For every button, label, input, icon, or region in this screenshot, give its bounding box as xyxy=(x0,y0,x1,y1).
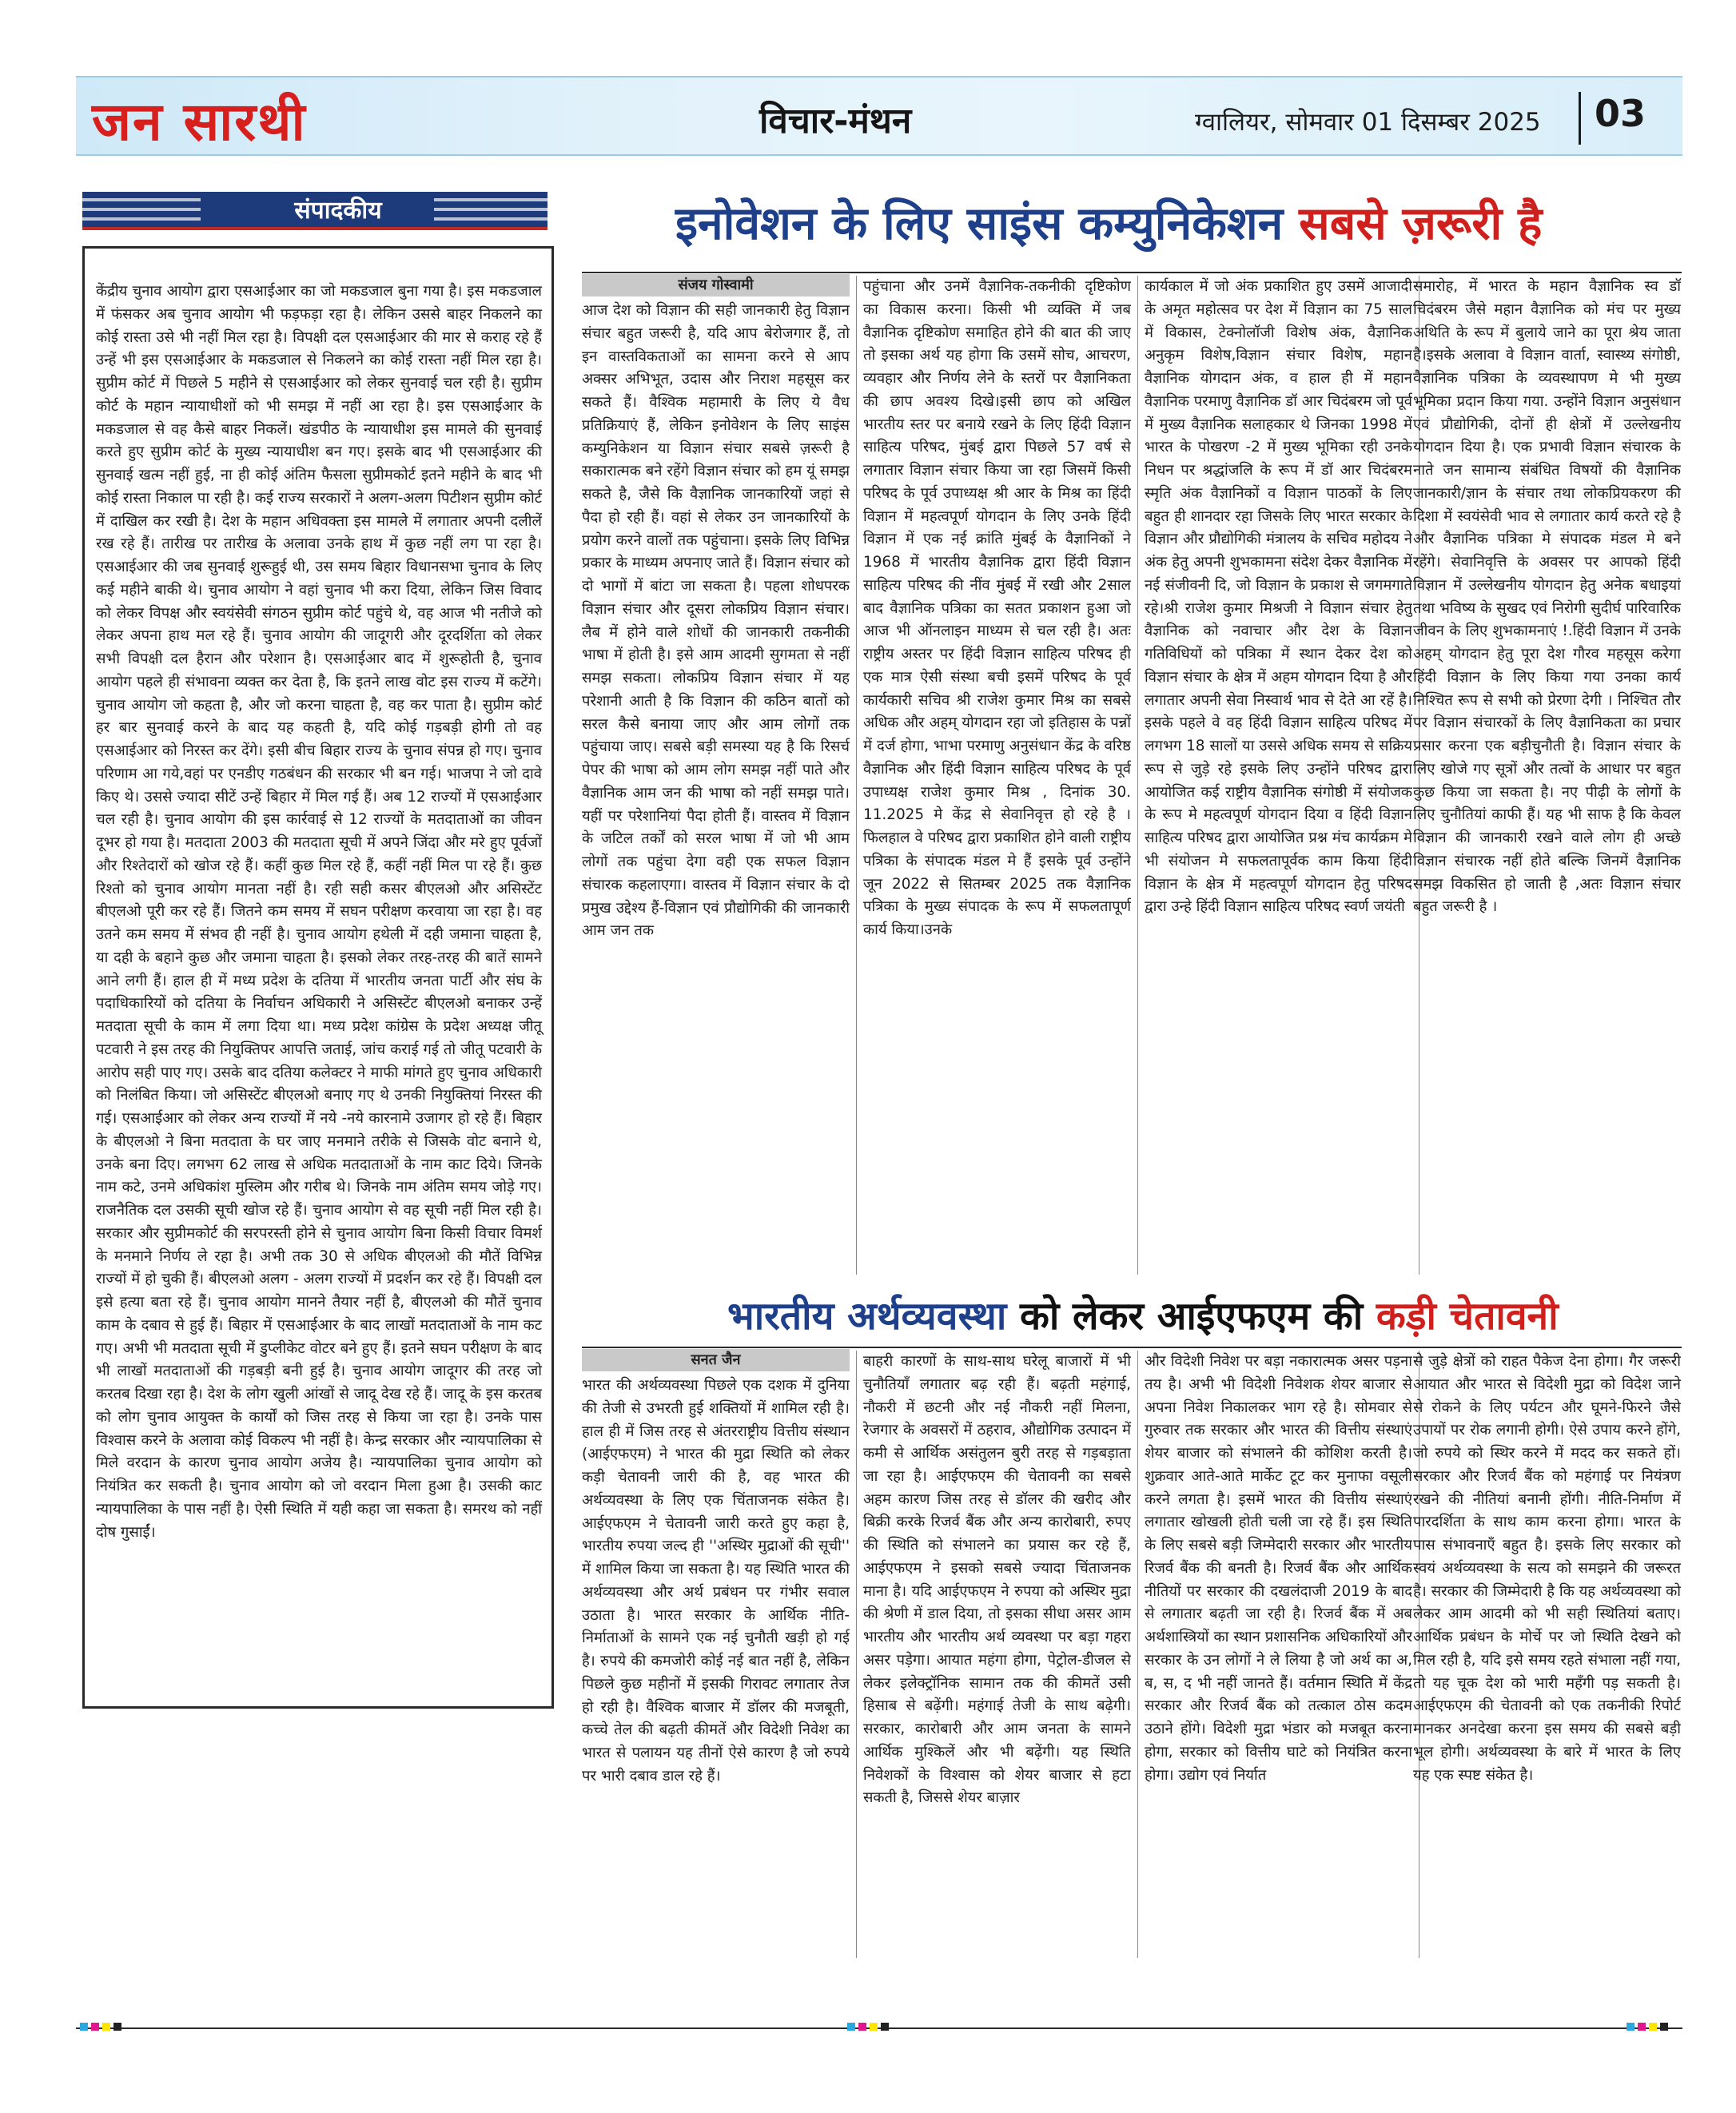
label-stripe xyxy=(429,198,547,201)
article2-top-rule xyxy=(582,1347,1682,1348)
article1-headline xyxy=(675,192,1666,256)
article2-headline xyxy=(727,1288,1686,1344)
label-stripe xyxy=(82,198,201,201)
editorial-body: केंद्रीय चुनाव आयोग द्वारा एसआईआर का जो मकडजाल बुना गया है। इस मकडजाल में फंसकर अब चुनाव आयोग भी फड़फड़ा रहा है। लेकिन उससे बाहर निकलने का कोई रास्ता उसे भी नहीं मिल रहा है। विपक्षी दल एसआईआर की मार से कराह रहे हैं उन्हें भी इस एसआईआर के मकडजाल से निकलने का कोई रास्ता नहीं मिल रहा है। सुप्रीम कोर्ट में पिछले 5 महीने से एसआईआर को लेकर सुनवाई चल रही है। सुप्रीम कोर्ट के महान न्यायाधीशों को भी समझ में नहीं आ रहा है। इस एसआईआर के मकडजाल से वह कैसे बाहर निकलें। खंडपीठ के न्यायाधीश इस मामले की सुनवाई करते हुए सुप्रीम कोर्ट के मुख्य न्यायाधीश बन गए। इसके बाद भी एसआईआर की सुनवाई खत्म नहीं हुई, ना ही कोई अंतिम फैसला सुप्रीमकोर्ट इतने महीने के बाद भी कोई रास्ता निकाल पा रही है। कई राज्य सरकारों ने अलग-अलग पिटीशन सुप्रीम कोर्ट में दाखिल कर रखी है। देश के महान अधिवक्ता इस मामले में लगातार अपनी दलीलें रख रहे हैं। तारीख पर तारीख के अलावा उनके हाथ में कुछ नहीं लग पा रहा है। एसआईआर की जब सुनवाई शुरूहुई थी, उस समय बिहार विधानसभा चुनाव के लिए कई महीने बाकी थे। चुनाव आयोग ने वहां चुनाव भी करा दिया, लेकिन जिस विवाद को लेकर विपक्ष और स्वयंसेवी संगठन सुप्रीम कोर्ट पहुंचे थे, वह आज भी नतीजे को लेकर अपना हाथ मल रहे हैं। चुनाव आयोग की जादूगरी और दूरदर्शिता को लेकर सभी विपक्षी दल हैरान और परेशान है। एसआईआर बाद में शुरूहोती है, चुनाव आयोग पहले ही संभावना व्यक्त कर देता है, कि इतने लाख वोट इस राज्य में कटेंगे। चुनाव आयोग जो कहता है, और जो करना चाहता है, वह कर पाता है। सुप्रीम कोर्ट हर बार सुनवाई करने के बाद यह कहती है, यदि कोई गड़बड़ी होगी तो वह एसआईआर को निरस्त कर देंगे। इसी बीच बिहार राज्य के चुनाव संपन्न हो गए। चुनाव परिणाम आ गये,वहां पर एनडीए गठबंधन की सरकार भी बन गई। भाजपा ने जो दावे किए थे। उससे ज्यादा सीटें उन्हें बिहार में मिल गई हैं। अब 12 राज्यों में एसआईआर चल रही है। चुनाव आयोग की इस कार्रवाई से 12 राज्यों के मतदाताओं का जीवन दूभर हो गया है। मतदाता 2003 की मतदाता सूची में अपने जिंदा और मरे हुए पूर्वजों और रिश्तेदारों को खोज रहे हैं। कहीं कुछ मिल रहे हैं, कहीं नहीं मिल पा रहे हैं। कुछ रिश्तो को चुनाव आयोग मानता नहीं है। रही सही कसर बीएलओ और असिस्टेंट बीएलओ पूरी कर रहे हैं। जितने कम समय में सघन परीक्षण करवाया जा रहा है। वह उतने कम समय में संभव ही नहीं है। चुनाव आयोग हथेली में दही जमाना चाहता है, या दही के बहाने कुछ और जमाना चाहता है। इसको लेकर तरह-तरह की बातें सामने आने लगी हैं। हाल ही में मध्य प्रदेश के दतिया में भारतीय जनता पार्टी और संघ के पदाधिकारियों को दतिया के निर्वाचन अधिकारी ने असिस्टेंट बीएलओ बनाकर उन्हें मतदाता सूची के काम में लगा दिया था। मध्य प्रदेश कांग्रेस के प्रदेश अध्यक्ष जीतू पटवारी ने इस तरह की नियुक्तिपर आपत्ति जताई, जांच कराई गई तो जीतू पटवारी के आरोप सही पाए गए। उसके बाद दतिया कलेक्टर ने माफी मांगते हुए चुनाव अधिकारी को निलंबित किया। जो असिस्टेंट बीएलओ बनाए गए थे उनकी नियुक्तियां निरस्त की गई। एसआईआर को लेकर अन्य राज्यों में नये -नये कारनामे उजागर हो रहे हैं। बिहार के बीएलओ ने बिना मतदाता के घर जाए मनमाने तरीके से जिसके वोट बनाने थे, उनके बना दिए। लगभग 62 लाख से अधिक मतदाताओं के नाम काट दिये। जिनके नाम कटे, उनमे अधिकांश मुस्लिम और गरीब थे। जिनके नाम अंतिम समय जोड़े गए। राजनैतिक दल उसकी सूची खोज रहे हैं। चुनाव आयोग से वह सूची नहीं मिल रही है। सरकार और सुप्रीमकोर्ट की सरपरस्ती होने से चुनाव आयोग बिना किसी विचार विमर्श के मनमाने निर्णय ले रहा है। अभी तक 30 से अधिक बीएलओ की मौतें विभिन्न राज्यों में हो चुकी हैं। बीएलओ अलग - अलग राज्यों में प्रदर्शन कर रहे हैं। विपक्षी दल इसे हत्या बता रहे हैं। चुनाव आयोग मानने तैयार नहीं है, बीएलओ की मौतें चुनाव काम के दबाव से हुई हैं। बिहार में एसआईआर के बाद लाखों मतदाताओं के नाम कट गए। अभी भी मतदाता सूची में डुप्लीकेट वोटर बने हुए हैं। इतने सघन परीक्षण के बाद भी लाखों मतदाताओं की गड़बड़ी बनी हुई है। चुनाव आयोग जादूगर की तरह जो करतब दिखा रहा है। देश के लोग खुली आंखों से जादू देख रहे हैं। जादू के इस करतब को लोग चुनाव आयुक्त के कार्यों को जिस तरह से किया जा रहा है। उनके पास विश्वास करने के अलावा कोई विकल्प भी नहीं है। केन्द्र सरकार और न्यायपालिका से मिले वरदान के कारण चुनाव आयोग अजेय है। न्यायपालिका चुनाव आयोग को नियंत्रित कर सकती है। चुनाव आयोग को जो वरदान मिला हुआ है। उसकी काट न्यायपालिका के पास नहीं है। ऐसी स्थिति में यही कहा जा सकता है। समरथ को नहीं दोष गुसाईं। xyxy=(96,283,542,1541)
article1-headline-part2: सबसे ज़रूरी है xyxy=(1299,197,1543,250)
column-divider xyxy=(1137,276,1138,1275)
masthead-divider xyxy=(1579,92,1581,145)
article1-byline: संजय गोस्वामी xyxy=(582,274,850,296)
column-divider xyxy=(1137,1351,1138,1958)
column-divider xyxy=(856,276,857,1275)
editorial-label xyxy=(82,192,547,230)
section-title: विचार-मंथन xyxy=(759,101,912,141)
registration-mark xyxy=(847,2023,903,2032)
article1-column-4: समारोह, में भारत के महान वैज्ञानिक स्व डॉ चिदंबरम जैसे महान वैज्ञानिक को मंच पर मुख्य अथिति के रूप में बुलाये जाने का पूरा श्रेय जाता है।इसके अलावा वे विज्ञान वार्ता, स्वास्थ्य संगोष्ठी, वैज्ञानिक पत्रिका के व्यवस्थापण मे भी मुख्य भूमिका प्रदान किया गया. उन्होंने विज्ञान अनुसंधान एवं प्रौद्योगिकी, दोनों ही क्षेत्रों में उल्लेखनीय योगदान दिया है। एक प्रभावी विज्ञान संचारक के नाते जन सामान्य संबंधित विषयों की वैज्ञानिक जानकारी/ज्ञान के संचार तथा लोकप्रियकरण की दिशा में स्वयंसेवी भाव से लगातार कार्य करते रहे है और वैज्ञानिक पत्रिका मे संपादक मंडल मे बने रहेंगे। सेवानिवृत्ति के अवसर पर आपको हिंदी विज्ञान में उल्लेखनीय योगदान हेतु अनेक बधाइयां तथा भविष्य के सुखद एवं निरोगी सुदीर्घ पारिवारिक जीवन के लिए शुभकामनाएं !.हिंदी विज्ञान में उनके अहम् योगदान हेतु पूरा देश गौरव महसूस करेगा हिंदी विज्ञान के लिए किया गया उनका कार्य निश्चित रूप से सभी को प्रेरणा देगी । निश्चित तौर पर विज्ञान संचारकों के लिए वैज्ञानिकता का प्रचार प्रसार करना एक बड़ीचुनौती है। विज्ञान संचार के लिए खोजे गए सूत्रों और तत्वों के आधार पर बहुत कुछ किया जा सकता है। नए पीढ़ी के लोगों के लिए चुनौतियां काफी हैं। यह भी साफ है कि केवल विज्ञान की जानकारी रखने वाले लोग ही अच्छे विज्ञान संचारक नहीं होते बल्कि जिनमें वैज्ञानिक समझ विकसित हो जाती है ,अतः विज्ञान संचार बहुत जरूरी है । xyxy=(1413,278,1681,916)
article2-headline-part2: को लेकर आईएफएम की xyxy=(1019,1294,1364,1339)
label-stripe xyxy=(429,208,547,211)
article1-column-2: पहुंचाना और उनमें वैज्ञानिक-तकनीकी दृष्टिकोण का विकास करना। किसी भी व्यक्ति में जब वैज्ञानिक दृष्टिकोण समाहित होने की बात की जाए तो इसका अर्थ यह होगा कि उसमें सोच, आचरण, व्यवहार और निर्णय लेने के स्तरों पर वैज्ञानिकता की छाप अवश्य दिखे।इसी छाप को अखिल भारतीय स्तर पर बनाये रखने के लिए हिंदी विज्ञान साहित्य परिषद, मुंबई द्वारा पिछले 57 वर्ष से लगातार विज्ञान संचार किया जा रहा जिसमें किसी परिषद के पूर्व उपाध्यक्ष श्री आर के मिश्र का हिंदी विज्ञान में महत्वपूर्ण योगदान के लिए उनके हिंदी विज्ञान में एक नई क्रांति मुंबई के वैज्ञानिकों ने 1968 में भारतीय वैज्ञानिक द्वारा हिंदी विज्ञान साहित्य परिषद की नींव मुंबई में रखी और 2साल बाद वैज्ञानिक पत्रिका का सतत प्रकाशन हुआ जो आज भी ऑनलाइन माध्यम से चल रही है। अतः राष्ट्रीय अस्तर पर हिंदी विज्ञान साहित्य परिषद ही एक मात्र ऐसी संस्था बची इसमें परिषद के पूर्व कार्यकारी सचिव श्री राजेश कुमार मिश्र का सबसे अधिक और अहम् योगदान रहा जो इतिहास के पन्नों में दर्ज होगा, भाभा परमाणु अनुसंधान केंद्र के वरिष्ठ वैज्ञानिक और हिंदी विज्ञान साहित्य परिषद के पूर्व उपाध्यक्ष राजेश कुमार मिश्र , दिनांक 30. 11.2025 मे केंद्र से सेवानिवृत्त हो रहे है । फिलहाल वे परिषद द्वारा प्रकाशित होने वाली राष्ट्रीय पत्रिका के संपादक मंडल मे हैं इसके पूर्व उन्होंने जून 2022 से सितम्बर 2025 तक वैज्ञानिक पत्रिका के मुख्य संपादक के रूप में सफलतापूर्ण कार्य किया।उनके xyxy=(863,278,1131,938)
registration-mark xyxy=(80,2023,136,2032)
label-stripe xyxy=(82,208,201,211)
label-stripe xyxy=(429,217,547,221)
newspaper-name: जन सारथी xyxy=(92,90,307,153)
column-divider xyxy=(856,1351,857,1958)
masthead xyxy=(76,76,1682,156)
dateline: ग्वालियर, सोमवार 01 दिसम्बर 2025 xyxy=(1195,108,1541,137)
article2-column-1: भारत की अर्थव्यवस्था पिछले एक दशक में दुनिया की तेजी से उभरती हुई शक्तियों में शामिल रही है। हाल ही में जिस तरह से अंतरराष्ट्रीय वित्तीय संस्थान (आईएफएम) ने भारत की मुद्रा स्थिति को लेकर कड़ी चेतावनी जारी की है, वह भारत की अर्थव्यवस्था के लिए एक चिंताजनक संकेत है। आईएफएम ने चेतावनी जारी करते हुए कहा है, भारतीय रुपया जल्द ही ''अस्थिर मुद्राओं की सूची'' में शामिल किया जा सकता है। यह स्थिति भारत की अर्थव्यवस्था और अर्थ प्रबंधन पर गंभीर सवाल उठाता है। भारत सरकार के आर्थिक नीति-निर्माताओं के सामने एक नई चुनौती खड़ी हो गई है। रुपये की कमजोरी कोई नई बात नहीं है, लेकिन पिछले कुछ महीनों में इसकी गिरावट लगातार तेज हो रही है। वैश्विक बाजार में डॉलर की मजबूती, कच्चे तेल की बढ़ती कीमतें और विदेशी निवेश का भारत से पलायन यह तीनों ऐसे कारण है जो रुपये पर भारी दबाव डाल रहे हैं। xyxy=(582,1377,850,1785)
article1-top-rule xyxy=(582,272,1682,273)
article2-headline-part3: कड़ी चेतावनी xyxy=(1376,1294,1559,1339)
article1-headline-part1: इनोवेशन के लिए साइंस कम्युनिकेशन xyxy=(675,197,1284,250)
label-stripe xyxy=(82,217,201,221)
article1-column-1: आज देश को विज्ञान की सही जानकारी हेतु विज्ञान संचार बहुत जरूरी है, यदि आप बेरोजगार हैं, तो इन वास्तविकताओं का सामना करने से आप अक्सर अभिभूत, उदास और निराश महसूस कर सकते हैं। वैश्विक महामारी के लिए ये वैध प्रतिक्रियाएं हैं, लेकिन इनोवेशन के लिए साइंस कम्युनिकेशन या विज्ञान संचार सबसे ज़रूरी है सकारात्मक बने रहेंगे विज्ञान संचार को हम यूं समझ सकते है, जैसे कि वैज्ञानिक जानकारियों जहां से पैदा हो रही हैं। वहां से लेकर उन जानकारियों के प्रयोग करने वालों तक पहुंचाना। इसके लिए विभिन्न प्रकार के माध्यम अपनाए जाते हैं। विज्ञान संचार को दो भागों में बांटा जा सकता है। पहला शोधपरक विज्ञान संचार और दूसरा लोकप्रिय विज्ञान संचार। लैब में होने वाले शोधों की जानकारी तकनीकी भाषा में होती है। इसे आम आदमी सुगमता से नहीं समझ सकता। लोकप्रिय विज्ञान संचार में यह परेशानी आती है कि विज्ञान की कठिन बातों को सरल कैसे बनाया जाए और आम लोगों तक पहुंचाया जाए। सबसे बड़ी समस्या यह है कि रिसर्च पेपर की भाषा को आम लोग समझ नहीं पाते और वैज्ञानिक आम जन की भाषा को नहीं समझ पाते। यहीं पर परेशानियां पैदा होती हैं। वास्तव में विज्ञान के जटिल तर्कों को सरल भाषा में जो भी आम लोगों तक पहुंचा देगा वही एक सफल विज्ञान संचारक कहलाएगा। वास्तव में विज्ञान संचार के दो प्रमुख उद्देश्य हैं-विज्ञान एवं प्रौद्योगिकी की जानकारी आम जन तक xyxy=(582,302,850,940)
article2-column-4: से जुड़े क्षेत्रों को राहत पैकेज देना होगा। गैर जरूरी आयात और भारत से विदेशी मुद्रा को विदेश जाने से रोकने के लिए पर्यटन और घूमने-फिरने जैसे उपायों पर रोक लगानी होगी। ऐसे उपाय करने होंगे, जो रुपये को स्थिर करने में मदद कर सकते हों। सरकार और रिजर्व बैंक को महंगाई पर नियंत्रण रखने की नीतियां बनानी होंगी। नीति-निर्माण में पारदर्शिता के साथ काम करना होगा। भारत के पास संभावनाएँ बहुत है। इसके लिए सरकार को स्वयं अर्थव्यवस्था के सत्य को समझने की जरूरत है। सरकार की जिम्मेदारी है कि यह अर्थव्यवस्था को लेकर आम आदमी को भी सही स्थितियां बताए। आर्थिक प्रबंधन के मोर्चे पर जो स्थिति देखने को मिल रही है, यदि इसे समय रहते संभाला नहीं गया, तो यह चूक देश को भारी महँगी पड़ सकती है। आईएफएम की चेतावनी को एक तकनीकी रिपोर्ट मानकर अनदेखा करना इस समय की सबसे बड़ी भूल होगी। अर्थव्यवस्था के बारे में भारत के लिए यह एक स्पष्ट संकेत है। xyxy=(1413,1353,1681,1784)
registration-mark xyxy=(1627,2023,1682,2032)
article2-headline-part1: भारतीय अर्थव्यवस्था xyxy=(727,1294,1007,1339)
article1-column-3: कार्यकाल में जो अंक प्रकाशित हुए उसमें आजादी के अमृत महोत्सव पर देश में विज्ञान का 75 साल में विकास, टेक्नोलॉजी विशेष अंक, वैज्ञानिक अनुकृम विशेष,विज्ञान संचार विशेष, महान वैज्ञानिक योगदान अंक, व हाल ही में महान वैज्ञानिक परमाणु वैज्ञानिक डॉ आर चिदंबरम जो पूर्व में मुख्य वैज्ञानिक सलाहकार थे जिनका 1998 में भारत के पोखरण -2 में मुख्य भूमिका रही उनके निधन पर श्रद्धांजलि के रूप में डॉ आर चिदंबरम स्मृति अंक वैज्ञानिकों व विज्ञान पाठकों के लिए बहुत ही शानदार रहा जिसके लिए भारत सरकार के विज्ञान और प्रौद्योगिकी मंत्रालय के सचिव महोदय ने अंक हेतु अपनी शुभकामना संदेश देकर वैज्ञानिक में नई संजीवनी दि, जो विज्ञान के प्रकाश से जगमगाते रहे।श्री राजेश कुमार मिश्रजी ने विज्ञान संचार हेतु वैज्ञानिक को नवाचार और देश के विज्ञान गतिविधियों को पत्रिका में स्थान देकर देश को विज्ञान संचार के क्षेत्र में अहम योगदान दिया है और लगातार अपनी सेवा निस्वार्थ भाव से देते आ रहें है।इसके पहले वे वह हिंदी विज्ञान साहित्य परिषद में लगभग 18 सालों या उससे अधिक समय से सक्रिय रूप से जुड़े रहे इसके लिए उन्होंने परिषद द्वारा आयोजित कई राष्ट्रीय वैज्ञानिक संगोष्ठी में संयोजक के रूप मे महत्वपूर्ण योगदान दिया व हिंदी विज्ञान साहित्य परिषद द्वारा आयोजित प्रश्न मंच कार्यक्रम मे भी संयोजन मे सफलतापूर्वक काम किया हिंदी विज्ञान के क्षेत्र में महत्वपूर्ण योगदान हेतु परिषद द्वारा उन्हे हिंदी विज्ञान साहित्य परिषद स्वर्ण जयंती xyxy=(1145,278,1412,916)
editorial-box xyxy=(82,246,554,1709)
article2-column-3: और विदेशी निवेश पर बड़ा नकारात्मक असर पड़ना तय है। अभी भी विदेशी निवेशक शेयर बाजार से अपना निवेश निकालकर भाग रहे है। सोमवार से गुरुवार तक सरकार और भारत की वित्तीय संस्थाएं शेयर बाजार को संभालने की कोशिश करती है। शुक्रवार आते-आते मार्केट टूट कर मुनाफा वसूली करने लगता है। इसमें भारत की वित्तीय संस्थाएं लगातार खोखली होती चली जा रहे हैं। इस स्थिति के लिए सबसे बड़ी जिम्मेदारी सरकार और भारतीय रिजर्व बैंक की बनती है। रिजर्व बैंक और आर्थिक नीतियों पर सरकार की दखलंदाजी 2019 के बाद से लगातार बढ़ती जा रही है। रिजर्व बैंक में अब अर्थशास्त्रियों का स्थान प्रशासनिक अधिकारियों और सरकार के उन लोगों ने ले लिया है जो अर्थ का अ, ब, स, द भी नहीं जानते हैं। वर्तमान स्थिति में केंद्र सरकार और रिजर्व बैंक को तत्काल ठोस कदम उठाने होंगे। विदेशी मुद्रा भंडार को मजबूत करना होगा, सरकार को वित्तीय घाटे को नियंत्रित करना होगा। उद्योग एवं निर्यात xyxy=(1145,1353,1412,1784)
page-number: 03 xyxy=(1595,92,1646,135)
editorial-label-text: संपादकीय xyxy=(242,195,434,227)
article2-column-2: बाहरी कारणों के साथ-साथ घरेलू बाजारों में भी चुनौतियाँ लगातार बढ़ रही हैं। बढ़ती महंगाई, नौकरी में छटनी और नई नौकरी नहीं मिलना, रेजगार के अवसरों में ठहराव, औद्योगिक उत्पादन में कमी से आर्थिक असंतुलन बुरी तरह से गड़बड़ाता जा रहा है। आईएफएम की चेतावनी का सबसे अहम कारण जिस तरह से डॉलर की खरीद और बिक्री करके रिजर्व बैंक और अन्य कारोबारी, रुपए की स्थिति को संभालने का प्रयास कर रहे हैं, आईएफएम ने इसको सबसे ज्यादा चिंताजनक माना है। यदि आईएफएम ने रुपया को अस्थिर मुद्रा की श्रेणी में डाल दिया, तो इसका सीधा असर आम भारतीय और भारतीय अर्थ व्यवस्था पर बड़ा गहरा असर पड़ेगा। आयात महंगा होगा, पेट्रोल-डीजल से लेकर इलेक्ट्रॉनिक सामान तक की कीमतें उसी हिसाब से बढ़ेंगी। महंगाई तेजी के साथ बढ़ेगी। सरकार, कारोबारी और आम जनता के सामने आर्थिक मुश्किलें और भी बढ़ेंगी। यह स्थिति निवेशकों के विश्वास को शेयर बाजार से हटा सकती है, जिससे शेयर बाज़ार xyxy=(863,1353,1131,1807)
article2-byline: सनत जैन xyxy=(582,1349,850,1371)
